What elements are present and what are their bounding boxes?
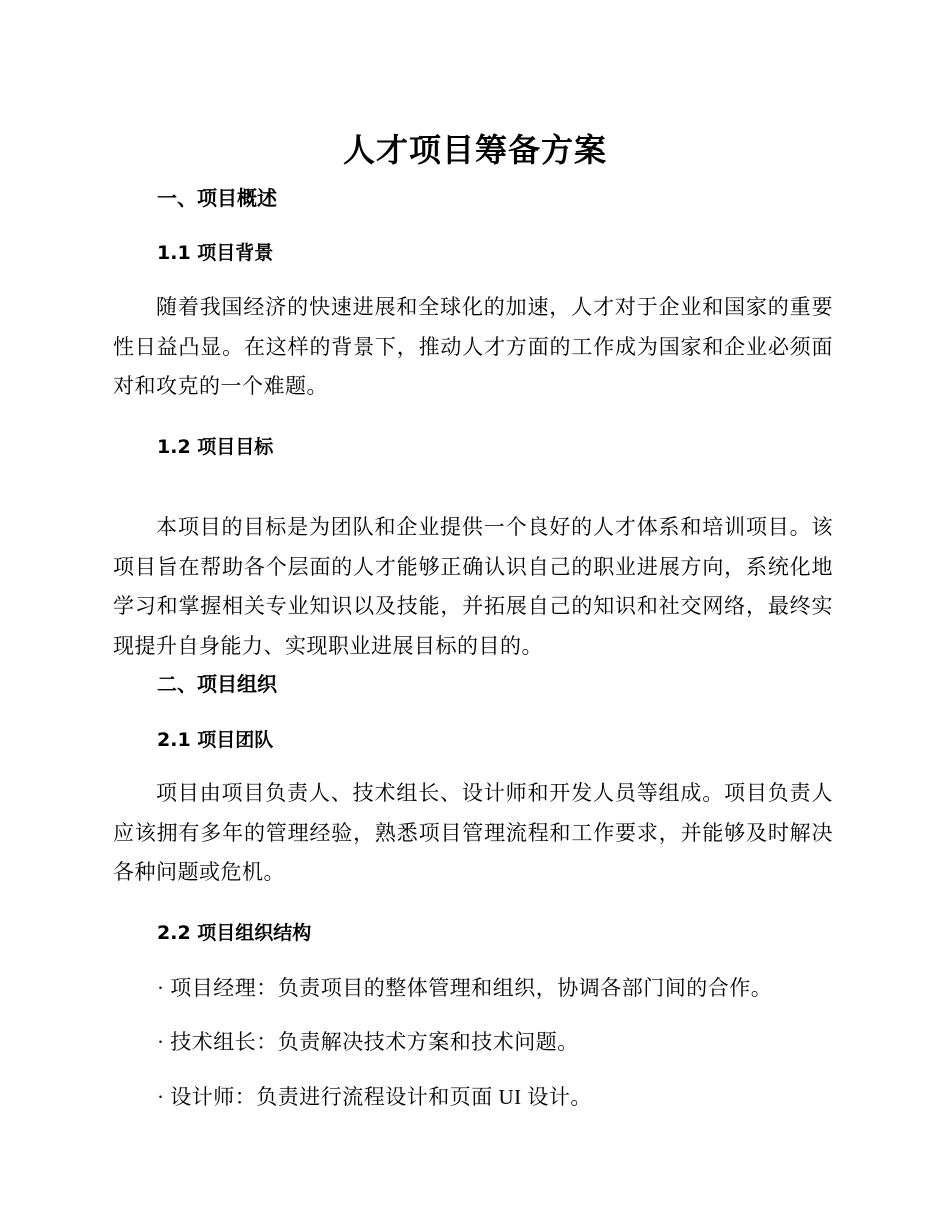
subsection-heading-goals: 1.2 项目目标 — [157, 436, 274, 458]
subsection-heading-team: 2.1 项目团队 — [157, 729, 274, 751]
document-title: 人才项目筹备方案 — [342, 131, 607, 169]
paragraph-background: 随着我国经济的快速进展和全球化的加速，人才对于企业和国家的重要性日益凸显。在这样的背景下，推动人才方面的工作成为国家和企业必须面对和攻克的一个难题。 — [113, 295, 833, 398]
paragraph-goals: 本项目的目标是为团队和企业提供一个良好的人才体系和培训项目。该项目旨在帮助各个层面的人才能够正确认识自己的职业进展方向，系统化地学习和掌握相关专业知识以及技能，并拓展自己的知识和社交网络，最终实现提升自身能力、实现职业进展目标的目的。 — [113, 515, 833, 658]
paragraph-team: 项目由项目负责人、技术组长、设计师和开发人员等组成。项目负责人应该拥有多年的管理经验，熟悉项目管理流程和工作要求，并能够及时解决各种问题或危机。 — [113, 781, 833, 884]
list-item: · 设计师：负责进行流程设计和页面 UI 设计。 — [157, 1085, 592, 1109]
list-item: · 项目经理：负责项目的整体管理和组织，协调各部门间的合作。 — [157, 976, 773, 1000]
subsection-heading-structure: 2.2 项目组织结构 — [157, 922, 312, 944]
section-heading-overview: 一、项目概述 — [157, 186, 277, 210]
section-heading-organization: 二、项目组织 — [157, 672, 277, 696]
list-item: · 技术组长：负责解决技术方案和技术问题。 — [157, 1030, 579, 1054]
subsection-heading-background: 1.1 项目背景 — [157, 242, 274, 264]
